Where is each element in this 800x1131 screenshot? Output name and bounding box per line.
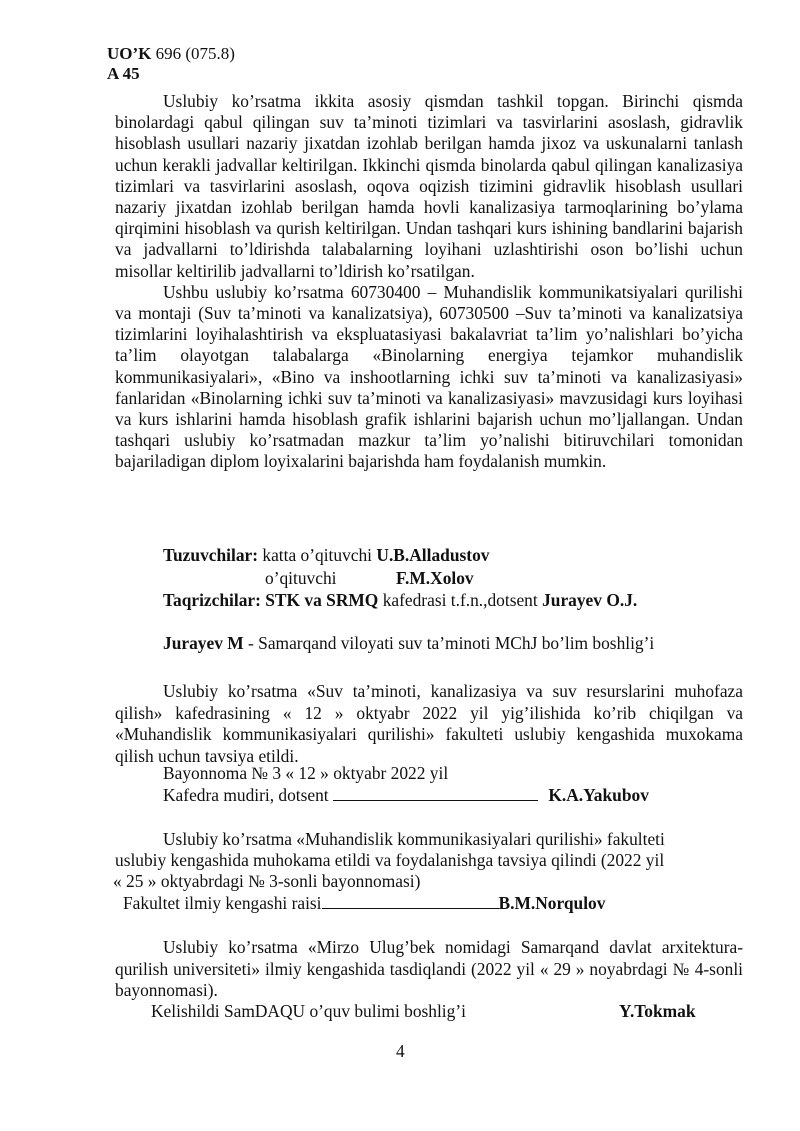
paragraph-purpose: Ushbu uslubiy ko’rsatma 60730400 – Muhandislik kommunikatsiyalari qurilishi va montaji (Suv ta’minoti va kanalizatsiya), 60730500 –Suv ta’minoti va kanalizatsiya tizimlarini loyihalashtirish va ekspluatasiyasi bakalavriat ta’lim yo’nalishlari bo’yicha ta’lim olayotgan talabalarga «Binolarning energiya tejamkor muhandislik kommunikasiyalari», «Bino va inshootlarning ichki suv ta’minoti va kanalizasiyasi» fanlaridan «Binolarning ichki suv ta’minoti va kanalizasiyasi» mavzusidagi kurs loyihasi va kurs ishlarini hamda hisoblash grafik ishlarini bajarish uchun mo’ljallangan. Undan tashqari uslubiy ko’rsatmadan mazkur ta’lim yo’nalishi bitiruvchilari tomonidan bajariladigan diplom loyixalarini bajarishda ham foydalanish mumkin. — [115, 281, 743, 472]
approval-faculty-line-3: « 25 » oktyabrdagi № 3-sonli bayonnomasi) — [113, 871, 421, 891]
approval-faculty-line-2: uslubiy kengashida muhokama etildi va foydalanishga tavsiya qilindi (2022 yil — [115, 850, 665, 870]
department-head-name: K.A.Yakubov — [548, 785, 649, 805]
reviewer1-role: kafedrasi t.f.n.,dotsent — [382, 590, 538, 610]
authors-line-2 — [265, 568, 336, 589]
reviewer1-org: STK va SRMQ — [265, 590, 379, 610]
faculty-head-line — [123, 893, 605, 914]
agreed-name: Y.Tokmak — [619, 1001, 696, 1021]
approval-department-text: Uslubiy ko’rsatma «Suv ta’minoti, kanalizasiya va suv resurslarini muhofaza qilish» kafedrasining « 12 » oktyabr 2022 yil yig’ilishida ko’rib chiqilgan va «Muhandislik kommunikasiyalari qurilishi» fakulteti uslubiy kengashida muxokama qilish uchun tavsiya etildi. — [115, 681, 743, 766]
reviewers-line-1 — [163, 590, 637, 611]
index-code: A 45 — [107, 64, 140, 83]
department-head-label: Kafedra mudiri, dotsent — [163, 785, 329, 805]
protocol-line: Bayonnoma № 3 « 12 » oktyabr 2022 yil — [163, 763, 449, 783]
reviewers-label: Taqrizchilar: — [163, 590, 261, 610]
faculty-head-label: Fakultet ilmiy kengashi raisi — [123, 893, 322, 913]
approval-department — [115, 681, 743, 767]
udk-label: UO’K — [107, 44, 152, 63]
udk-block — [107, 44, 235, 84]
reviewer2-role: - Samarqand viloyati suv ta’minoti MChJ bo’lim boshlig’i — [248, 633, 655, 653]
approval-university-text: Uslubiy ko’rsatma «Mirzo Ulug’bek nomidagi Samarqand davlat arxitektura-qurilish universiteti» ilmiy kengashida tasdiqlandi (2022 yil « 29 » noyabrdagi № 4-sonli bayonnomasi). — [115, 937, 743, 1000]
page-number: 4 — [396, 1041, 405, 1061]
approval-faculty-line-1: Uslubiy ko’rsatma «Muhandislik kommunikasiyalari qurilishi» fakulteti — [163, 829, 665, 849]
signature-line — [333, 786, 538, 801]
agreed-label: Kelishildi SamDAQU o’quv bulimi boshlig’i — [151, 1001, 466, 1021]
paragraph-structure: Uslubiy ko’rsatma ikkita asosiy qismdan tashkil topgan. Birinchi qismda binolardagi qabul qilingan suv ta’minoti tizimlari va tasvirlarini asoslash, gidravlik hisoblash usullari nazariy jixatdan izohlab berilgan hamda jixoz va uskunalarni tanlash uchun kerakli jadvallar keltirilgan. Ikkinchi qismda binolarda qabul qilingan kanalizasiya tizimlari va tasvirlarini asoslash, oqova oqizish tizimini gidravlik hisoblash usullari nazariy jixatdan izohlab berilgan hamda hovli kanalizasiya tarmoqlarining bo’ylama qirqimini hisoblash va qurish keltirilgan. Undan tashqari kurs ishining bandlarini bajarish va jadvallarni to’ldirishda talabalarning loyihani uzlashtirishi oson bo’lishi uchun misollar keltirilib jadvallarni to’ldirish ko’rsatilgan. — [115, 91, 743, 281]
faculty-head-name: B.M.Norqulov — [498, 893, 606, 913]
authors-label: Tuzuvchilar: — [163, 545, 259, 565]
author2-name: F.M.Xolov — [396, 568, 474, 588]
signature-line — [322, 894, 499, 909]
intro-text — [115, 91, 743, 473]
reviewer1-name: Jurayev O.J. — [542, 590, 638, 610]
approval-university — [115, 937, 743, 1002]
authors-line-1 — [163, 545, 489, 566]
reviewer2-name: Jurayev M — [163, 633, 244, 653]
reviewers-line-2 — [163, 633, 654, 654]
author1-name: U.B.Alladustov — [376, 545, 490, 565]
author2-role: o’qituvchi — [265, 568, 337, 588]
author1-role: katta o’qituvchi — [262, 545, 373, 565]
udk-code: 696 (075.8) — [155, 44, 235, 63]
department-head-line — [163, 785, 649, 806]
